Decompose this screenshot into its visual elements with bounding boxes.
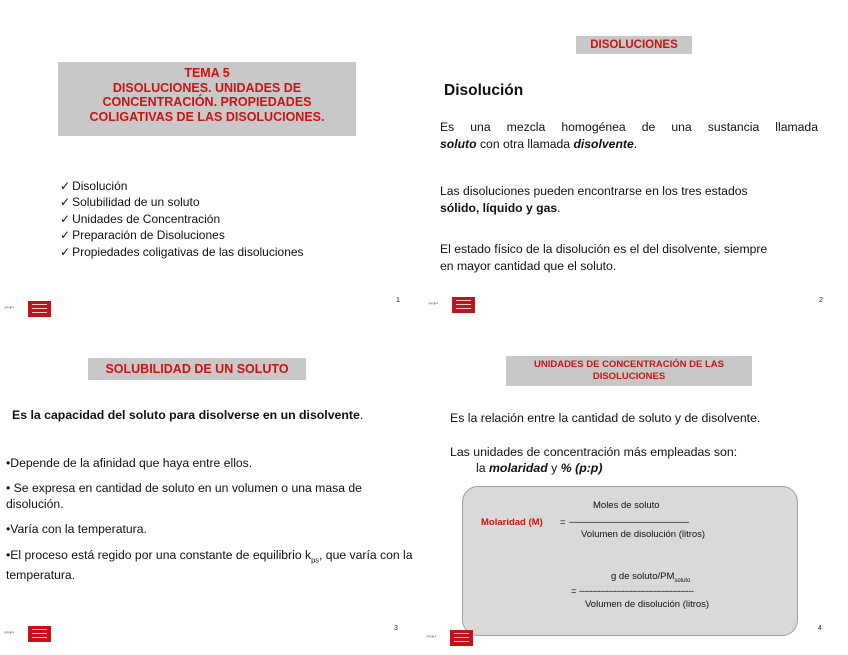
numerator-grams: g de soluto/$PM_{soluto}$: [611, 571, 691, 584]
topic-list: [60, 178, 304, 260]
university-logo: ᵤₙᵢᵥₑᵣₛ: [4, 301, 52, 317]
physical-state-paragraph: El estado físico de la disolución es el del disolvente, siempre en mayor cantidad que el soluto.: [440, 242, 768, 273]
page-number: 4: [818, 625, 822, 632]
fraction-bar-2: -------------------------------------------: [579, 586, 694, 597]
denominator-volume: Volumen de disolución (litros): [581, 529, 706, 540]
units-paragraph: Las unidades de concentración más empleadas son: la molaridad y % (p:p): [450, 445, 738, 475]
bullet-expression: • Se expresa en cantidad de soluto en un volumen o una masa de disolución.: [6, 481, 362, 511]
slide-3: [0, 328, 424, 655]
slide-1: [0, 0, 424, 328]
list-item: ✓ Propiedades coligativas de las disoluciones: [60, 244, 304, 260]
equals-sign-2: =: [571, 586, 577, 597]
list-item: ✓ Unidades de Concentración: [60, 211, 304, 227]
slide-title: DISOLUCIONES: [576, 36, 692, 54]
slide-4: [424, 328, 848, 655]
bullet-affinity: •Depende de la afinidad que haya entre ellos.: [6, 456, 253, 470]
numerator-moles: Moles de soluto: [593, 500, 660, 511]
section-heading: Disolución: [444, 82, 524, 99]
slide-title: TEMA 5 DISOLUCIONES. UNIDADES DE CONCENTRACIÓN. PROPIEDADES COLIGATIVAS DE LAS DISOLUCIONES.: [58, 62, 356, 136]
list-item: ✓ Preparación de Disoluciones: [60, 227, 304, 243]
page-number: 1: [396, 297, 400, 304]
slide-title: SOLUBILIDAD DE UN SOLUTO: [88, 358, 306, 380]
university-logo: ᵤₙᵢᵥₑᵣₛ: [428, 297, 476, 313]
slide-title: UNIDADES DE CONCENTRACIÓN DE LAS DISOLUCIONES: [506, 356, 752, 386]
university-logo: ᵤₙᵢᵥₑᵣₛ: [4, 626, 52, 642]
definition-lead: Es la capacidad del soluto para disolverse en un disolvente.: [12, 408, 364, 422]
definition-paragraph: Es una mezcla homogénea de una sustancia llamada soluto con otra llamada disolvente.: [440, 120, 818, 151]
university-logo: ᵤₙᵢᵥₑᵣₛ: [426, 630, 474, 646]
relation-paragraph: Es la relación entre la cantidad de soluto y de disolvente.: [450, 411, 761, 425]
fraction-bar: ---------------------------------------------: [569, 517, 689, 528]
molarity-formula-box: [462, 486, 798, 636]
list-item: ✓ Disolución: [60, 178, 304, 194]
list-item: ✓ Solubilidad de un soluto: [60, 194, 304, 210]
page-number: 3: [394, 625, 398, 632]
equals-sign: =: [560, 517, 566, 528]
states-paragraph: Las disoluciones pueden encontrarse en los tres estados sólido, líquido y gas.: [440, 184, 748, 215]
page-number: 2: [819, 297, 823, 304]
denominator-volume-2: Volumen de disolución (litros): [585, 599, 710, 610]
molarity-label: Molaridad (M): [481, 517, 543, 528]
bullet-kps: •El proceso está regido por una constante de equilibrio $k_{ps}$, que varía con la temperatura.: [6, 548, 413, 582]
slide-2: [424, 0, 848, 328]
bullet-temperature: •Varía con la temperatura.: [6, 522, 147, 536]
